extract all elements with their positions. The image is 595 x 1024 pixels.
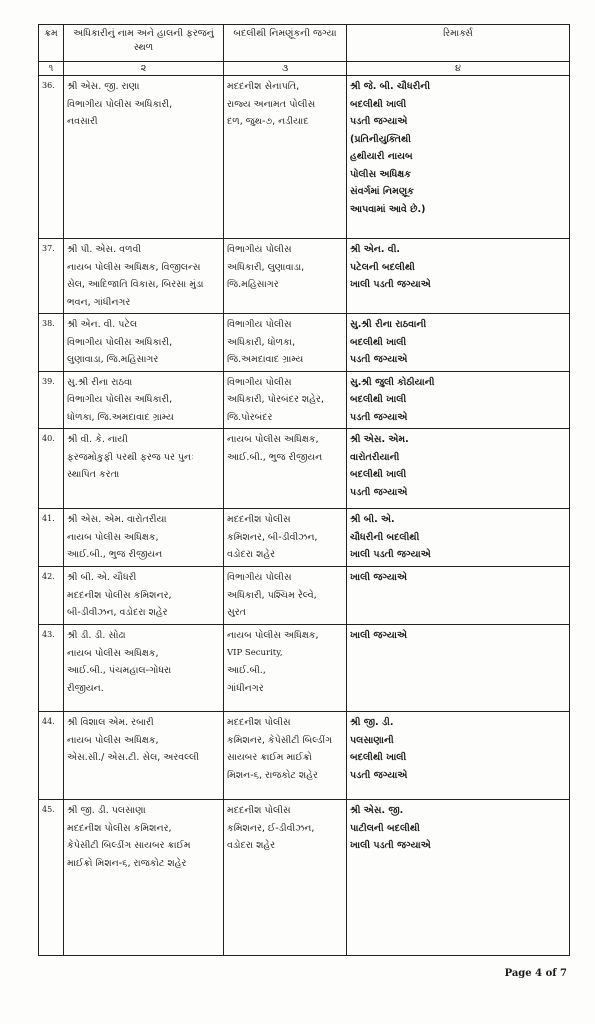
remarks-text bbox=[350, 569, 438, 587]
new-posting-cell-line: મદદનીશ પોલીસ bbox=[227, 805, 291, 816]
new-posting-cell-line: રાજ્ય અનામત પોલીસ bbox=[227, 98, 316, 110]
remarks-cell-line: શ્રી એસ. એમ. bbox=[350, 434, 409, 445]
new-posting-cell-line: કમિશનર, કેપેસીટી બિલ્ડીંગ bbox=[227, 734, 333, 746]
new-posting-cell-line: કમિશનર, બી-ડીવીઝન, bbox=[227, 531, 318, 543]
new-posting-cell-line: અધિકારી, પોરબંદર શહેર, bbox=[227, 394, 324, 405]
new-posting-cell-line: વિભાગીય પોલીસ bbox=[227, 319, 292, 330]
officer-name-cell-line: શ્રી એસ. એમ. વારોતરીયા bbox=[67, 514, 167, 525]
remarks-cell-line: બદલીથી ખાલી bbox=[350, 394, 407, 405]
table-row bbox=[39, 76, 570, 239]
remarks-cell-line: પટેલની બદલીથી bbox=[350, 261, 415, 273]
remarks-cell-line: વારોતરીયાની bbox=[350, 451, 400, 463]
remarks-text bbox=[350, 511, 438, 564]
remarks-cell-line: પાટીલની બદલીથી bbox=[350, 822, 420, 834]
remarks-cell bbox=[347, 239, 570, 314]
new-posting-cell bbox=[224, 76, 347, 239]
table-row bbox=[39, 314, 570, 372]
officer-name-cell-line: નાયબ પોલીસ અધિક્ષક, bbox=[67, 647, 159, 659]
remarks-cell-line: ખાલી પડતી જગ્યાએ bbox=[350, 549, 431, 560]
new-posting-cell-line: ગાંધીનગર bbox=[227, 682, 264, 694]
officer-name-cell bbox=[64, 76, 224, 239]
officer-name-cell-line: સ્થાપિત કરતા bbox=[67, 469, 120, 480]
remarks-cell-line: પડતી જગ્યાએ bbox=[350, 354, 408, 365]
new-posting-cell-line: જિ.પોરબંદર bbox=[227, 411, 273, 423]
officer-name-cell-line: વિભાગીય પોલીસ અધિકારી, bbox=[67, 394, 173, 405]
remarks-cell-line: પડતી જગ્યાએ bbox=[350, 116, 408, 127]
remarks-cell-line: પડતી જગ્યાએ bbox=[350, 769, 408, 781]
new-posting-cell bbox=[224, 371, 347, 429]
remarks-cell bbox=[347, 314, 570, 372]
officer-name-cell-line: ફરજમોકુફી પરથી ફરજ પર પુનઃ bbox=[67, 451, 194, 463]
new-posting-cell-line: સાયબર ક્રાઈમ માઈક્રો bbox=[227, 752, 312, 763]
remarks-cell-line: શ્રી જે. બી. ચૌધરીની bbox=[350, 81, 431, 92]
new-posting-cell-line: જિ.મહિસાગર bbox=[227, 279, 279, 290]
table-header-row bbox=[39, 25, 570, 62]
remarks-text bbox=[350, 627, 438, 645]
new-posting-cell-line: વિભાગીય પોલીસ bbox=[227, 376, 292, 388]
remarks-text bbox=[350, 78, 438, 218]
officer-name-cell-line: શ્રી જી. ડી. પલસાણા bbox=[67, 805, 146, 816]
remarks-cell bbox=[347, 800, 570, 956]
new-posting-cell-line: અધિકારી, ધોળકા, bbox=[227, 336, 296, 348]
new-posting-cell-line: નાયબ પોલીસ અધિક્ષક, bbox=[227, 434, 319, 445]
officer-name-cell-line: ધોળકા, જિ.અમદાવાદ ગ્રામ્ય bbox=[67, 411, 174, 423]
officer-name-cell-line: શ્રી વિશાલ એમ. રબારી bbox=[67, 717, 154, 728]
officer-name-cell-line: વિભાગીય પોલીસ અધિકારી, bbox=[67, 336, 173, 348]
table-row bbox=[39, 371, 570, 429]
remarks-cell-line: બદલીથી ખાલી bbox=[350, 336, 407, 348]
remarks-cell bbox=[347, 76, 570, 239]
new-posting-cell-line: અધિકારી, પશ્ચિમ રેલ્વે, bbox=[227, 589, 317, 601]
new-posting-cell-line: VIP Security, bbox=[227, 647, 283, 658]
new-posting-cell-line: મદદનીશ સેનાપતિ, bbox=[227, 81, 300, 92]
serial-number: 42. bbox=[39, 567, 64, 625]
remarks-text bbox=[350, 316, 438, 369]
officer-name-cell bbox=[64, 625, 224, 712]
serial-number: 44. bbox=[39, 712, 64, 800]
new-posting-cell-line: વડોદરા શહેર bbox=[227, 840, 276, 851]
column-index: ૩ bbox=[224, 62, 347, 76]
remarks-cell-line: પલસાણાની bbox=[350, 734, 394, 746]
officer-name-cell-line: નવસારી bbox=[67, 116, 98, 127]
table-body bbox=[39, 76, 570, 956]
new-posting-cell-line: આઈ.બી., bbox=[227, 665, 266, 676]
officer-name-cell-line: શ્રી પી. એસ. વળવી bbox=[67, 244, 142, 255]
remarks-cell-line: ખાલી જગ્યાએ bbox=[350, 630, 408, 641]
officer-name-cell-line: નાયબ પોલીસ અધિક્ષક, bbox=[67, 734, 159, 746]
remarks-cell bbox=[347, 509, 570, 567]
remarks-cell bbox=[347, 371, 570, 429]
officer-name-cell-line: આઈ.બી., ભુજ રીજીયન bbox=[67, 549, 163, 560]
new-posting-cell bbox=[224, 800, 347, 956]
new-posting-cell-line: અધિકારી, લુણાવાડા, bbox=[227, 261, 305, 273]
header-serial: ક્રમ bbox=[39, 25, 64, 62]
officer-name-cell-line: નાયબ પોલીસ અધિક્ષક, વિજીલન્સ bbox=[67, 261, 201, 273]
new-posting-cell bbox=[224, 429, 347, 509]
remarks-text bbox=[350, 241, 438, 294]
page-number: Page 4 of 7 bbox=[504, 968, 567, 979]
new-posting-cell-line: જિ.અમદાવાદ ગ્રામ્ય bbox=[227, 354, 304, 365]
officer-name-cell-line: એસ.સી./ એસ.ટી. સેલ, અરવલ્લી bbox=[67, 752, 200, 763]
new-posting-cell-line: વિભાગીય પોલીસ bbox=[227, 572, 292, 583]
serial-number: 43. bbox=[39, 625, 64, 712]
officer-name-cell-line: શ્રી બી. એ. ચૌધરી bbox=[67, 572, 137, 583]
officer-name-cell bbox=[64, 567, 224, 625]
officer-name-cell-line: ભવન, ગાંધીનગર bbox=[67, 296, 131, 308]
table-row bbox=[39, 429, 570, 509]
remarks-cell-line: ખાલી પડતી જગ્યાએ bbox=[350, 840, 431, 851]
remarks-cell bbox=[347, 625, 570, 712]
officer-name-cell-line: મદદનીશ પોલીસ કમિશનર, bbox=[67, 589, 172, 601]
officer-name-cell-line: કેપેસીટી બિલ્ડીંગ સાયબર ક્રાઈમ bbox=[67, 840, 191, 851]
column-index: ૧ bbox=[39, 62, 64, 76]
header-officer-name: અધિકારીનું નામ અને હાલની ફરજનું સ્થળ bbox=[64, 25, 224, 62]
officer-name-cell-line: બી-ડીવીઝન, વડોદરા શહેર bbox=[67, 607, 168, 618]
table-row bbox=[39, 625, 570, 712]
remarks-cell-line: બદલીથી ખાલી bbox=[350, 469, 407, 480]
column-index: ૪ bbox=[347, 62, 570, 76]
remarks-cell-line: ખાલી જગ્યાએ bbox=[350, 572, 408, 583]
remarks-cell-line: શ્રી જી. ડી. bbox=[350, 717, 394, 728]
new-posting-cell-line: વડોદરા શહેર bbox=[227, 549, 276, 560]
serial-number: 38. bbox=[39, 314, 64, 372]
officer-name-cell-line: શ્રી વી. કે. નાયી bbox=[67, 434, 128, 445]
new-posting-cell-line: સુરત bbox=[227, 607, 246, 618]
new-posting-cell bbox=[224, 314, 347, 372]
new-posting-cell-line: નાયબ પોલીસ અધિક્ષક, bbox=[227, 630, 319, 641]
officer-name-cell-line: નાયબ પોલીસ અધિક્ષક, bbox=[67, 531, 159, 543]
officer-name-cell-line: શ્રી ડી. ડી. સોઢા bbox=[67, 630, 126, 641]
remarks-cell-line: આપવામાં આવે છે.) bbox=[350, 203, 426, 215]
officer-name-cell bbox=[64, 371, 224, 429]
officer-name-cell bbox=[64, 800, 224, 956]
remarks-cell-line: સંવર્ગમાં નિમણૂક bbox=[350, 186, 414, 197]
new-posting-cell-line: દળ, જુથ-૭, નડીયાદ bbox=[227, 116, 309, 127]
table-row bbox=[39, 800, 570, 956]
header-remarks: રિમાર્ક્સ bbox=[347, 25, 570, 62]
officer-name-cell bbox=[64, 509, 224, 567]
table-row bbox=[39, 509, 570, 567]
remarks-cell-line: પડતી જગ્યાએ bbox=[350, 411, 408, 423]
remarks-cell-line: (પ્રતિનીયુક્તિથી bbox=[350, 133, 411, 145]
remarks-cell bbox=[347, 429, 570, 509]
serial-number: 40. bbox=[39, 429, 64, 509]
new-posting-cell-line: વિભાગીય પોલીસ bbox=[227, 244, 292, 255]
officer-name-cell bbox=[64, 314, 224, 372]
officer-name-cell-line: શ્રી એસ. જી. રાણા bbox=[67, 81, 140, 92]
new-posting-cell-line: મદદનીશ પોલીસ bbox=[227, 717, 291, 728]
officer-name-cell-line: સેલ, આદિજાતિ વિકાસ, બિરસા મુંડા bbox=[67, 279, 204, 290]
new-posting-cell-line: આઈ.બી., ભુજ રીજીયન bbox=[227, 451, 323, 463]
new-posting-cell bbox=[224, 567, 347, 625]
remarks-cell-line: શ્રી એન. વી. bbox=[350, 244, 401, 255]
remarks-cell bbox=[347, 567, 570, 625]
serial-number: 37. bbox=[39, 239, 64, 314]
column-index-row bbox=[39, 62, 570, 76]
remarks-cell-line: શ્રી બી. એ. bbox=[350, 514, 395, 525]
remarks-cell-line: સુ.શ્રી જુલી કોઠીયાની bbox=[350, 376, 435, 388]
officer-name-cell-line: આઈ.બી., પંચમહાલ-ગોધરા bbox=[67, 665, 172, 676]
remarks-text bbox=[350, 714, 438, 784]
table-row bbox=[39, 567, 570, 625]
new-posting-cell-line: મિશન-૬, રાજકોટ શહેર bbox=[227, 769, 318, 781]
remarks-text bbox=[350, 374, 438, 427]
table-row bbox=[39, 239, 570, 314]
officer-name-cell-line: માઈક્રો મિશન-૬, રાજકોટ શહેર bbox=[67, 857, 187, 869]
table-row bbox=[39, 712, 570, 800]
new-posting-cell bbox=[224, 625, 347, 712]
new-posting-cell-line: કમિશનર, ઈ-ડીવીઝન, bbox=[227, 822, 315, 834]
serial-number: 39. bbox=[39, 371, 64, 429]
officer-name-cell bbox=[64, 429, 224, 509]
officer-name-cell-line: રીજીયન. bbox=[67, 682, 104, 694]
serial-number: 45. bbox=[39, 800, 64, 956]
officer-name-cell bbox=[64, 239, 224, 314]
remarks-cell-line: પડતી જગ્યાએ bbox=[350, 486, 408, 498]
remarks-cell-line: ચૌધરીની બદલીથી bbox=[350, 531, 420, 543]
remarks-cell-line: બદલીથી ખાલી bbox=[350, 98, 407, 110]
remarks-cell bbox=[347, 712, 570, 800]
remarks-text bbox=[350, 431, 438, 501]
officer-name-cell-line: વિભાગીય પોલીસ અધિકારી, bbox=[67, 98, 173, 110]
officer-name-cell-line: સુ.શ્રી રીના રાઠવા bbox=[67, 376, 133, 388]
officer-name-cell-line: લુણાવાડા, જિ.મહિસાગર bbox=[67, 354, 159, 365]
transfer-table bbox=[38, 24, 570, 956]
header-new-posting: બદલીથી નિમણૂંકની જગ્યા bbox=[224, 25, 347, 62]
column-index: ૨ bbox=[64, 62, 224, 76]
serial-number: 41. bbox=[39, 509, 64, 567]
remarks-cell-line: બદલીથી ખાલી bbox=[350, 752, 407, 763]
new-posting-cell bbox=[224, 712, 347, 800]
officer-name-cell bbox=[64, 712, 224, 800]
remarks-cell-line: પોલીસ અધિક્ષક bbox=[350, 168, 411, 180]
remarks-cell-line: શ્રી એસ. જી. bbox=[350, 805, 404, 816]
remarks-text bbox=[350, 802, 438, 855]
new-posting-cell bbox=[224, 239, 347, 314]
serial-number: 36. bbox=[39, 76, 64, 239]
remarks-cell-line: હથીયારી નાયબ bbox=[350, 151, 413, 162]
officer-name-cell-line: મદદનીશ પોલીસ કમિશનર, bbox=[67, 822, 172, 834]
remarks-cell-line: ખાલી પડતી જગ્યાએ bbox=[350, 279, 431, 290]
new-posting-cell bbox=[224, 509, 347, 567]
officer-name-cell-line: શ્રી એન. વી. પટેલ bbox=[67, 319, 138, 330]
remarks-cell-line: સુ.શ્રી રીના રાઠવાની bbox=[350, 319, 427, 330]
new-posting-cell-line: મદદનીશ પોલીસ bbox=[227, 514, 291, 525]
